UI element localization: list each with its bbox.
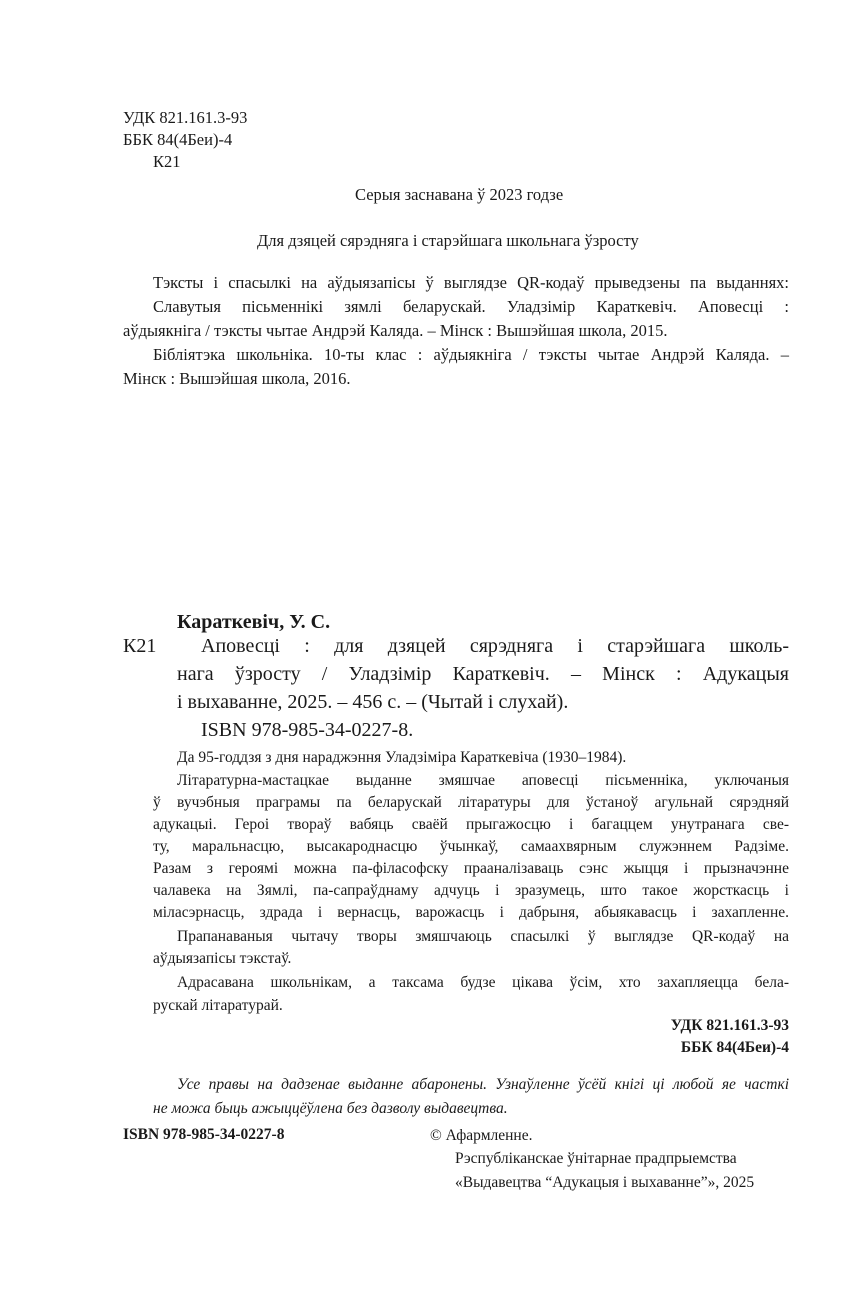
- annotation-line: міласэрнасць, здрада і вернасць, варожасць і дабрыня, абыякавасць і захапленне.: [153, 904, 789, 921]
- annotation-line: ту, маральнасцю, высакароднасцю ўчынкаў, самаахвярным служэннем Радзіме.: [153, 838, 789, 855]
- catalog-line: нага ўзросту / Уладзімір Караткевіч. – Мінск : Адукацыя: [177, 663, 789, 685]
- annotation-line: Літаратурна-мастацкае выданне змяшчае аповесці пісьменніка, уключаныя: [177, 772, 789, 789]
- annotation-line: Прапанаваныя чытачу творы змяшчаюць спасылкі ў выглядзе QR-кодаў на: [177, 928, 789, 945]
- sources-line: аўдыякніга / тэксты чытае Андрэй Каляда. – Мінск : Вышэйшая школа, 2015.: [123, 321, 668, 340]
- annotation-line: адукацыі. Героі твораў вабяць сваёй прыгажосцю і багаццем унутранага све-: [153, 816, 789, 833]
- udk-code: УДК 821.161.3-93: [123, 108, 248, 127]
- annotation-line: аўдыязапісы тэкстаў.: [153, 950, 292, 967]
- catalog-line: і выхаванне, 2025. – 456 с. – (Чытай і слухай).: [177, 691, 569, 713]
- series-note: Серыя заснавана ў 2023 годзе: [355, 185, 564, 204]
- annotation-line: чалавека на Зямлі, па-сапраўднаму адчуць і зразумець, што такое жорсткасць і: [153, 882, 789, 899]
- copyright-line: Рэспубліканскае ўнітарнае прадпрыемства: [455, 1150, 737, 1167]
- footer-isbn: ISBN 978-985-34-0227-8: [123, 1126, 285, 1143]
- footer-bbk: ББК 84(4Беи)-4: [680, 1039, 789, 1056]
- rights-notice: не можа быць ажыццёўлена без дазволу выдавецтва.: [153, 1100, 508, 1117]
- audience-note: Для дзяцей сярэдняга і старэйшага школьнага ўзросту: [257, 231, 639, 250]
- sources-line: Мінск : Вышэйшая школа, 2016.: [123, 369, 351, 388]
- copyright-line: «Выдавецтва “Адукацыя і выхаванне”», 2025: [455, 1174, 755, 1191]
- author-mark: К21: [153, 152, 181, 171]
- catalog-mark: К21: [123, 635, 157, 657]
- annotation-line: Разам з героямі можна па-філасофску прааналізаваць сэнс жыцця і прызначэнне: [153, 860, 789, 877]
- catalog-line: Аповесці : для дзяцей сярэдняга і старэйшага школь-: [201, 635, 789, 657]
- annotation-line: Адрасавана школьнікам, а таксама будзе цікава ўсім, хто захапляецца бела-: [177, 974, 789, 991]
- sources-line: Бібліятэка школьніка. 10-ты клас : аўдыякніга / тэксты чытае Андрэй Каляда. –: [153, 345, 789, 364]
- annotation-line: рускай літаратурай.: [153, 997, 283, 1014]
- catalog-author: Караткевіч, У. С.: [177, 611, 331, 633]
- copyright-line: © Афармленне.: [430, 1127, 533, 1144]
- rights-notice: Усе правы на дадзенае выданне абаронены. Узнаўленне ўсёй кнігі ці любой яе часткі: [177, 1076, 789, 1093]
- footer-udk: УДК 821.161.3-93: [670, 1017, 789, 1034]
- annotation-line: ў вучэбныя праграмы па беларускай літаратуры для ўстаноў агульнай сярэдняй: [153, 794, 789, 811]
- bbk-code: ББК 84(4Беи)-4: [123, 130, 233, 149]
- sources-line: Тэксты і спасылкі на аўдыязапісы ў выглядзе QR-кодаў прыведзены па выданнях:: [153, 273, 789, 292]
- sources-line: Славутыя пісьменнікі зямлі беларускай. Уладзімір Караткевіч. Аповесці :: [153, 297, 789, 316]
- annotation-line: Да 95-годдзя з дня нараджэння Уладзіміра Караткевіча (1930–1984).: [177, 749, 627, 766]
- catalog-isbn: ISBN 978-985-34-0227-8.: [201, 719, 414, 741]
